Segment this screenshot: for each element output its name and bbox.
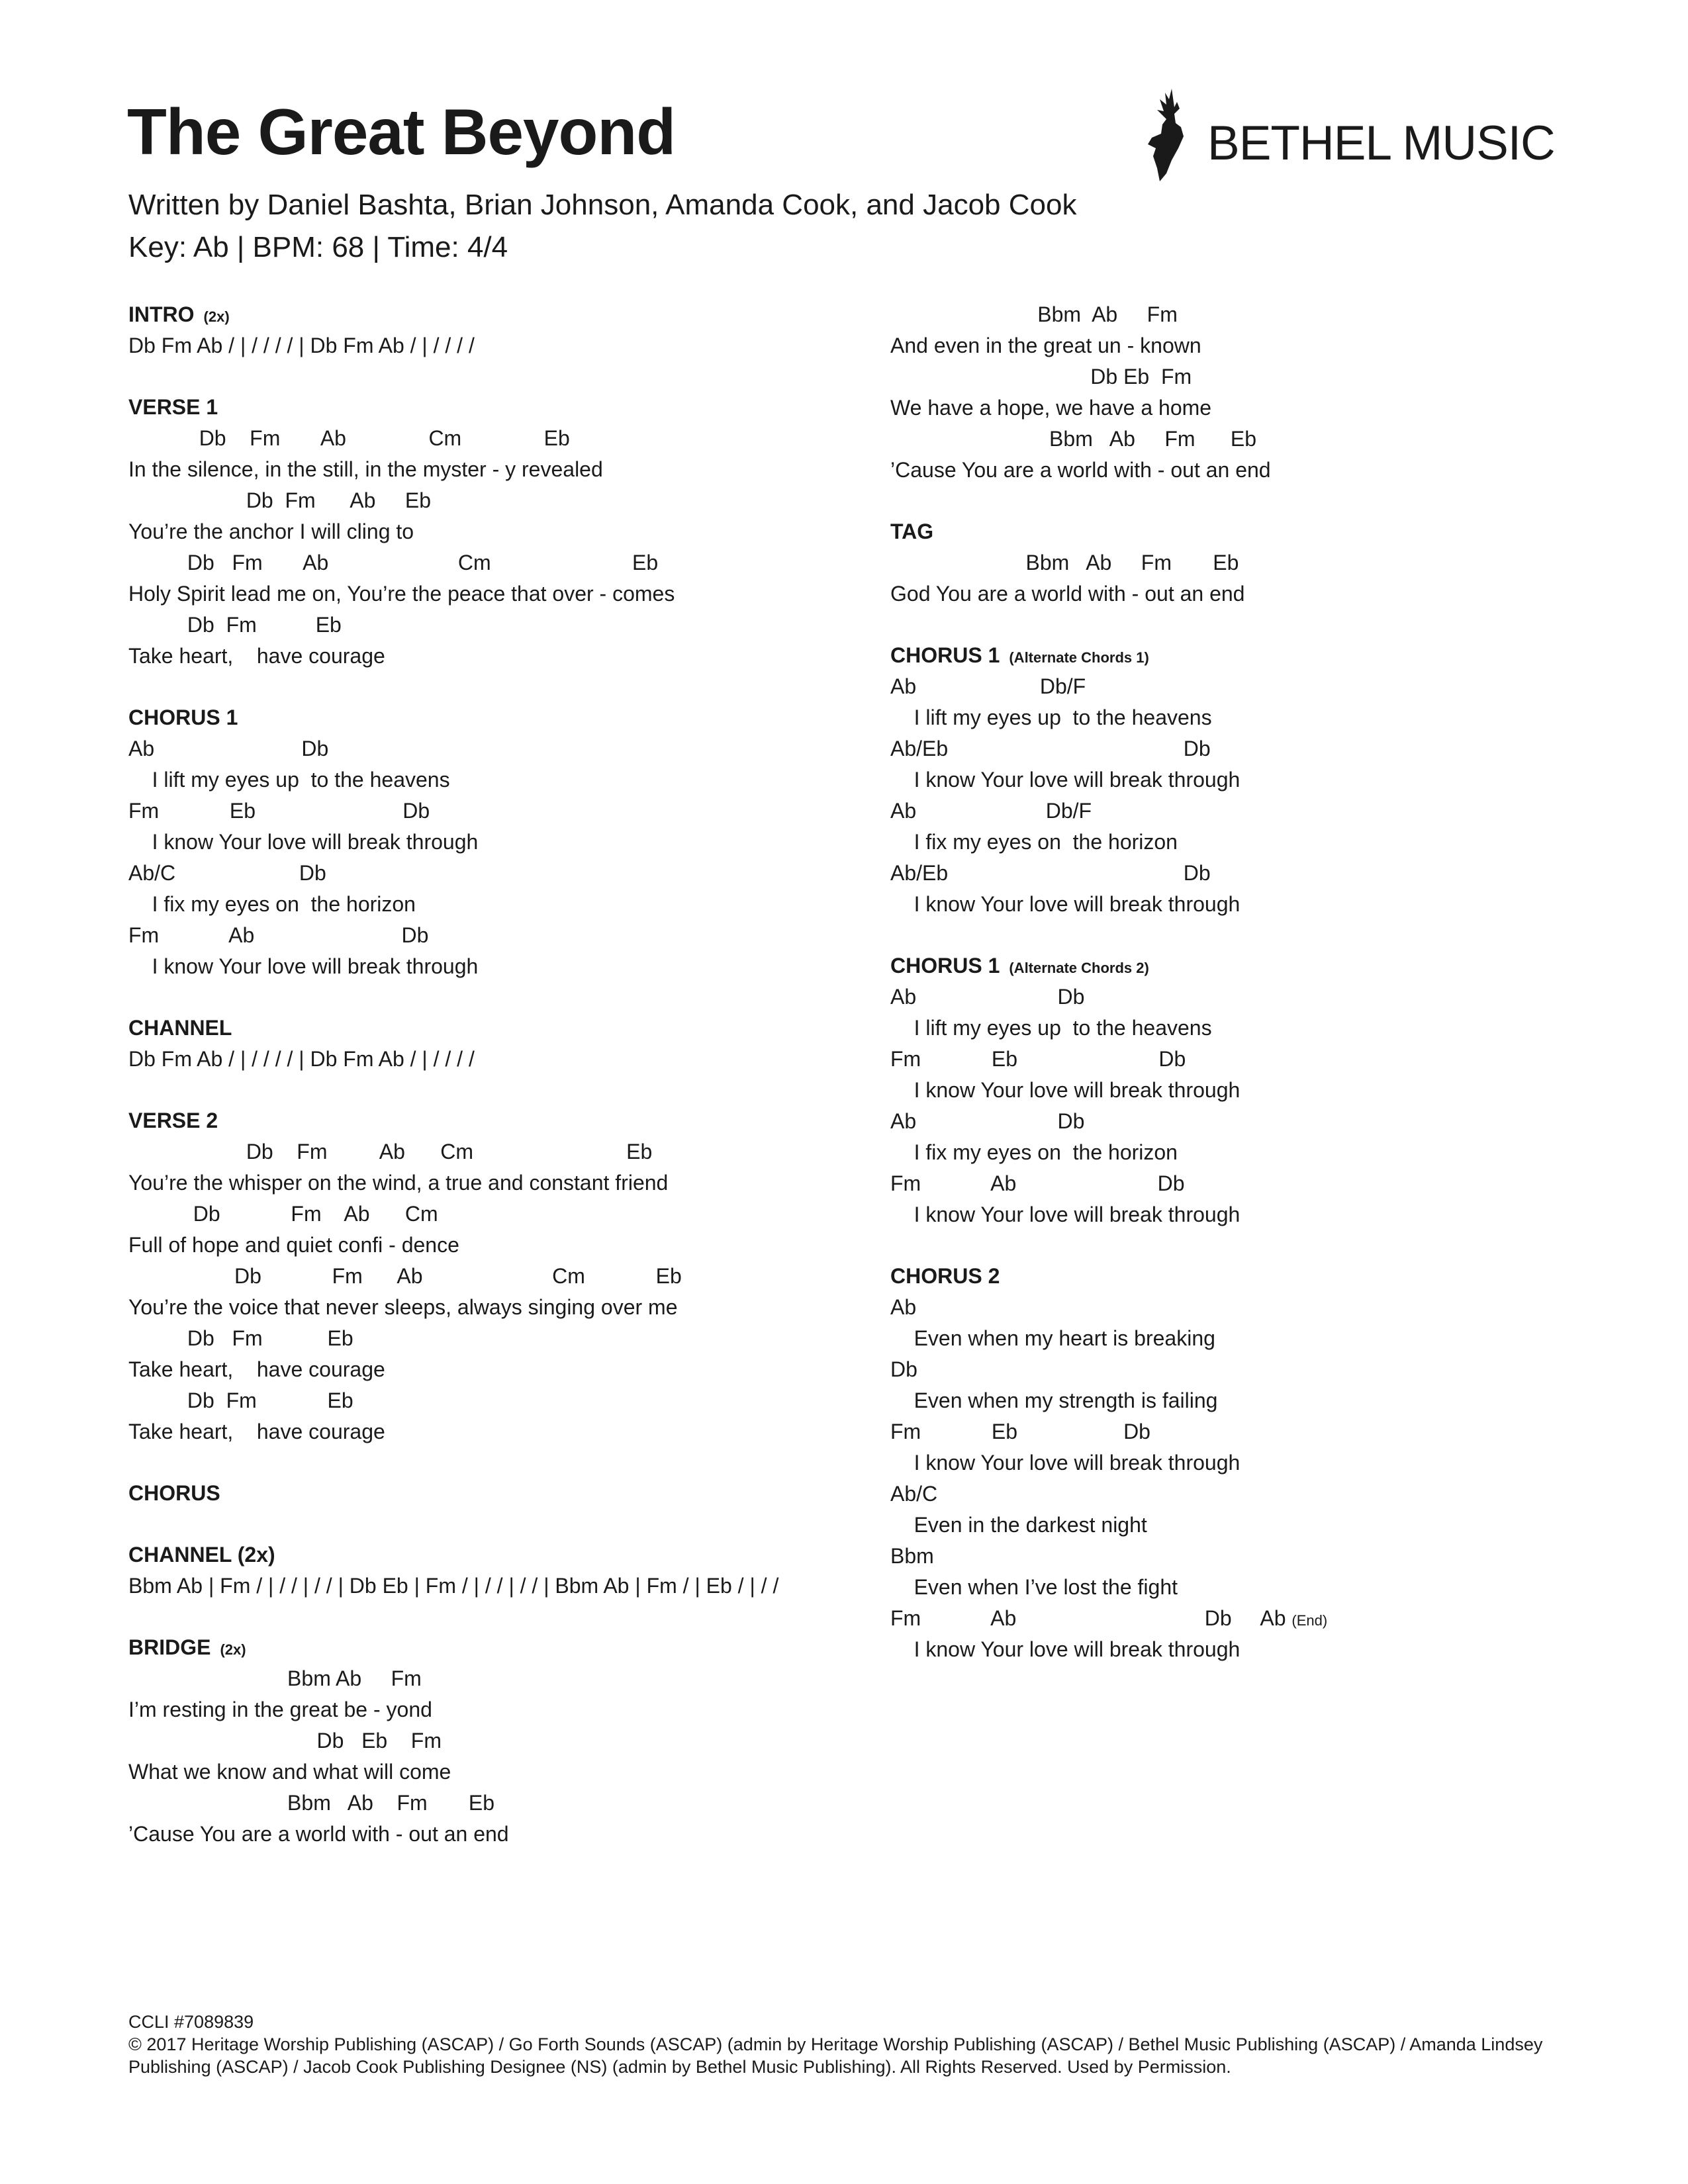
section-heading-text: CHORUS — [128, 1481, 220, 1505]
line-text: Fm Ab Db Ab — [890, 1606, 1286, 1630]
lyric-line — [128, 641, 778, 672]
section-heading-text: CHORUS 1 — [128, 705, 238, 729]
footer — [128, 2011, 1585, 2078]
section-block — [890, 640, 1327, 920]
line-text: Ab Db — [890, 1109, 1085, 1133]
chord-line — [128, 1323, 778, 1354]
chord-line — [890, 547, 1327, 578]
line-text: Take heart, have courage — [128, 1420, 385, 1443]
section-heading — [128, 1632, 778, 1663]
chord-line — [128, 858, 778, 889]
section-heading-note: (2x) — [203, 308, 230, 325]
section-block — [128, 1478, 778, 1509]
line-text: Db — [890, 1357, 917, 1381]
line-text: I’m resting in the great be - yond — [128, 1698, 432, 1721]
lyric-line — [890, 1199, 1327, 1230]
line-text: Ab/C Db — [128, 861, 326, 885]
chord-line — [890, 1106, 1327, 1137]
line-text: Bbm Ab Fm Eb — [890, 427, 1257, 451]
lyric-line — [128, 1756, 778, 1788]
chord-line — [890, 981, 1327, 1013]
section-heading-text: VERSE 2 — [128, 1109, 218, 1132]
chord-line — [128, 547, 778, 578]
line-text: Db Fm Ab Cm — [128, 1202, 438, 1226]
lyric-line — [128, 889, 778, 920]
lyric-line — [128, 516, 778, 547]
line-text: Db Fm Ab Eb — [128, 488, 432, 512]
song-key-info: Key: Ab | BPM: 68 | Time: 4/4 — [128, 231, 508, 263]
lyric-line — [128, 1230, 778, 1261]
line-text: Take heart, have courage — [128, 644, 385, 668]
section-heading-text: CHANNEL — [128, 1016, 232, 1040]
line-text: I know Your love will break through — [890, 1203, 1241, 1226]
line-text: Ab/Eb Db — [890, 861, 1211, 885]
line-text: I know Your love will break through — [128, 954, 479, 978]
section-heading-text: VERSE 1 — [128, 395, 218, 419]
line-text: Bbm — [890, 1544, 934, 1568]
line-text: Ab Db — [890, 985, 1085, 1009]
line-text: Take heart, have courage — [128, 1357, 385, 1381]
lyric-line — [890, 1510, 1327, 1541]
section-heading-text: CHANNEL (2x) — [128, 1543, 275, 1567]
line-text: Ab/Eb Db — [890, 737, 1211, 760]
line-text: I fix my eyes on the horizon — [890, 830, 1178, 854]
line-text: You’re the voice that never sleeps, always singing over me — [128, 1295, 678, 1319]
chord-line — [890, 1168, 1327, 1199]
section-heading — [128, 1478, 778, 1509]
chord-line — [128, 1570, 778, 1602]
line-text: Bbm Ab Fm Eb — [890, 551, 1239, 574]
line-text: Db Fm Ab Cm Eb — [128, 1264, 682, 1288]
line-text: I know Your love will break through — [890, 1078, 1241, 1102]
line-text: Db Eb Fm — [128, 1729, 442, 1752]
lyric-line — [890, 702, 1327, 733]
chord-line — [128, 1788, 778, 1819]
line-text: You’re the whisper on the wind, a true and constant friend — [128, 1171, 669, 1195]
chord-line — [128, 485, 778, 516]
line-text: Db Eb Fm — [890, 365, 1192, 388]
line-text: Fm Eb Db — [128, 799, 430, 823]
lyric-line — [128, 764, 778, 796]
lyric-line — [890, 1634, 1327, 1665]
chord-line — [890, 1292, 1327, 1323]
section-heading-text: CHORUS 2 — [890, 1264, 1000, 1288]
lyric-line — [890, 1323, 1327, 1354]
chord-line — [128, 1725, 778, 1756]
chord-line — [128, 733, 778, 764]
section-block — [128, 392, 778, 672]
end-marker: (End) — [1291, 1612, 1328, 1629]
line-text: We have a hope, we have a home — [890, 396, 1212, 420]
line-text: Even when I’ve lost the fight — [890, 1575, 1178, 1599]
chord-line — [128, 796, 778, 827]
lyric-line — [890, 392, 1327, 424]
lyric-line — [890, 1013, 1327, 1044]
logo-wordmark: BETHEL MUSIC — [1207, 116, 1555, 170]
section-block — [128, 1013, 778, 1075]
line-text: Bbm Ab Fm — [890, 302, 1178, 326]
line-text: Ab Db/F — [890, 799, 1092, 823]
section-heading-text: TAG — [890, 520, 934, 543]
line-text: ’Cause You are a world with - out an end — [128, 1822, 509, 1846]
line-text: Db Fm Ab / | / / / / | Db Fm Ab / | / / / / — [128, 1047, 475, 1071]
section-block — [128, 1539, 778, 1602]
section-heading — [128, 1539, 778, 1570]
chord-line — [890, 1354, 1327, 1385]
line-text: Even in the darkest night — [890, 1513, 1147, 1537]
chord-line — [890, 671, 1327, 702]
line-text: I lift my eyes up to the heavens — [890, 705, 1212, 729]
section-heading — [890, 516, 1327, 547]
line-text: I fix my eyes on the horizon — [128, 892, 416, 916]
chord-line — [890, 1044, 1327, 1075]
section-heading — [128, 1105, 778, 1136]
line-text: Db Fm Eb — [128, 1388, 353, 1412]
line-text: ’Cause You are a world with - out an end — [890, 458, 1271, 482]
section-heading — [128, 392, 778, 423]
line-text: Fm Eb Db — [890, 1047, 1186, 1071]
section-heading-note: (Alternate Chords 1) — [1009, 649, 1149, 666]
line-text: Full of hope and quiet confi - dence — [128, 1233, 459, 1257]
chord-line — [128, 423, 778, 454]
line-text: You’re the anchor I will cling to — [128, 520, 414, 543]
line-text: I know Your love will break through — [128, 830, 479, 854]
copyright-notice: © 2017 Heritage Worship Publishing (ASCAP) / Go Forth Sounds (ASCAP) (admin by Heritage Worship Publishing (ASCAP) / Bethel Music Publishing (ASCAP) / Amanda Lindsey Publishing (ASCAP) / Jacob Cook Publishing Designee (NS) (admin by Bethel Music Publishing). All Rights Reserved. Used by Permission. — [128, 2034, 1543, 2077]
line-text: I know Your love will break through — [890, 1637, 1241, 1661]
chord-line — [890, 361, 1327, 392]
song-writers: Written by Daniel Bashta, Brian Johnson, Amanda Cook, and Jacob Cook — [128, 189, 1077, 221]
section-heading-note: (2x) — [220, 1641, 246, 1658]
chord-line — [128, 1136, 778, 1167]
bethel-music-logo — [1139, 85, 1555, 184]
chord-line — [890, 858, 1327, 889]
right-column — [890, 299, 1327, 1696]
deer-head-icon — [1139, 85, 1205, 184]
section-heading-text: BRIDGE — [128, 1635, 211, 1659]
left-column — [128, 299, 778, 1880]
line-text: I lift my eyes up to the heavens — [890, 1016, 1212, 1040]
line-text: Ab Db — [128, 737, 329, 760]
lyric-line — [890, 1075, 1327, 1106]
line-text: Even when my strength is failing — [890, 1388, 1218, 1412]
line-text: Db Fm Ab Cm Eb — [128, 551, 659, 574]
line-text: Db Fm Eb — [128, 613, 342, 637]
section-heading-note: (Alternate Chords 2) — [1009, 960, 1149, 976]
chord-line — [890, 1603, 1327, 1634]
chord-line — [128, 610, 778, 641]
line-text: Fm Ab Db — [890, 1171, 1185, 1195]
line-text: Even when my heart is breaking — [890, 1326, 1215, 1350]
section-block — [128, 1105, 778, 1447]
section-heading-text: CHORUS 1 — [890, 643, 1000, 667]
section-block — [128, 1632, 778, 1850]
lyric-line — [128, 1167, 778, 1199]
chord-line — [890, 1416, 1327, 1447]
line-text: Db Fm Eb — [128, 1326, 353, 1350]
lyric-line — [890, 1447, 1327, 1479]
section-block — [890, 950, 1327, 1230]
section-heading — [890, 950, 1327, 981]
chord-line — [128, 1663, 778, 1694]
section-heading — [128, 1013, 778, 1044]
section-block — [128, 299, 778, 361]
line-text: I know Your love will break through — [890, 768, 1241, 792]
line-text: God You are a world with - out an end — [890, 582, 1245, 606]
section-heading — [890, 640, 1327, 671]
chord-line — [890, 1479, 1327, 1510]
line-text: In the silence, in the still, in the myster - y revealed — [128, 457, 603, 481]
lyric-line — [890, 455, 1327, 486]
lyric-line — [890, 330, 1327, 361]
line-text: I lift my eyes up to the heavens — [128, 768, 450, 792]
lyric-line — [128, 1819, 778, 1850]
line-text: What we know and what will come — [128, 1760, 451, 1784]
section-block — [890, 299, 1327, 486]
song-title: The Great Beyond — [127, 95, 676, 168]
lyric-line — [128, 454, 778, 485]
lyric-line — [128, 1416, 778, 1447]
section-heading — [890, 1261, 1327, 1292]
chord-line — [128, 1261, 778, 1292]
chord-line — [890, 1541, 1327, 1572]
line-text: Fm Ab Db — [128, 923, 429, 947]
line-text: Ab Db/F — [890, 674, 1086, 698]
line-text: And even in the great un - known — [890, 334, 1201, 357]
chord-line — [128, 1385, 778, 1416]
lyric-line — [128, 1292, 778, 1323]
section-heading-text: INTRO — [128, 302, 195, 326]
chord-line — [128, 330, 778, 361]
line-text: Db Fm Ab Cm Eb — [128, 1140, 653, 1163]
line-text: Fm Eb Db — [890, 1420, 1150, 1443]
lyric-line — [890, 827, 1327, 858]
line-text: Db Fm Ab / | / / / / | Db Fm Ab / | / / / / — [128, 334, 475, 357]
chord-line — [890, 424, 1327, 455]
lyric-line — [890, 764, 1327, 796]
lyric-line — [890, 1137, 1327, 1168]
section-block — [128, 702, 778, 982]
chord-line — [890, 733, 1327, 764]
lyric-line — [890, 889, 1327, 920]
lyric-line — [128, 1354, 778, 1385]
section-heading — [128, 702, 778, 733]
chord-line — [128, 920, 778, 951]
line-text: I know Your love will break through — [890, 892, 1241, 916]
ccli-number: CCLI #7089839 — [128, 2012, 254, 2032]
section-heading — [128, 299, 778, 330]
section-block — [890, 516, 1327, 610]
chord-line — [890, 796, 1327, 827]
line-text: Ab — [890, 1295, 917, 1319]
section-heading-text: CHORUS 1 — [890, 954, 1000, 978]
lyric-line — [128, 951, 778, 982]
lyric-line — [890, 1572, 1327, 1603]
lyric-line — [890, 1385, 1327, 1416]
chord-line — [890, 299, 1327, 330]
line-text: I fix my eyes on the horizon — [890, 1140, 1178, 1164]
line-text: Bbm Ab Fm Eb — [128, 1791, 495, 1815]
chord-line — [128, 1199, 778, 1230]
lyric-line — [128, 827, 778, 858]
lyric-line — [890, 578, 1327, 610]
line-text: I know Your love will break through — [890, 1451, 1241, 1475]
line-text: Bbm Ab Fm — [128, 1666, 422, 1690]
chord-line — [128, 1044, 778, 1075]
lyric-line — [128, 578, 778, 610]
line-text: Holy Spirit lead me on, You’re the peace that over - comes — [128, 582, 675, 606]
section-block — [890, 1261, 1327, 1665]
line-text: Ab/C — [890, 1482, 938, 1506]
line-text: Bbm Ab | Fm / | / / | / / | Db Eb | Fm / | / / | / / | Bbm Ab | Fm / | Eb / | / / — [128, 1574, 779, 1598]
lyric-line — [128, 1694, 778, 1725]
line-text: Db Fm Ab Cm Eb — [128, 426, 570, 450]
